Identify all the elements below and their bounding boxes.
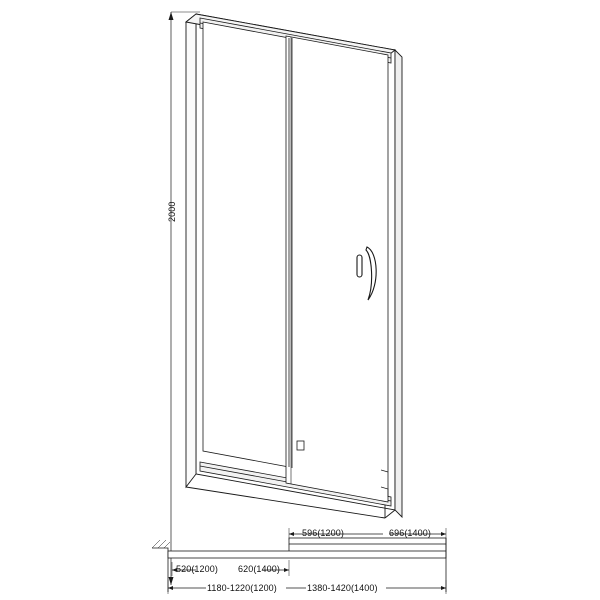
plan-dim-top-left-label: 596(1200) (302, 528, 344, 538)
plan-dim-mid-right-label: 620(1400) (238, 564, 280, 574)
plan-dim-mid-left-label: 520(1200) (176, 564, 218, 574)
bottom-guide-pin (297, 441, 304, 450)
plan-dim-overall-left-label: 1180-1220(1200) (207, 583, 277, 593)
height-dimension-label: 2000 (167, 201, 177, 222)
plan-dim-top-right-label: 696(1400) (389, 528, 431, 538)
plan-dim-overall-right-label: 1380-1420(1400) (307, 583, 378, 593)
fixed-glass-panel (203, 22, 289, 467)
